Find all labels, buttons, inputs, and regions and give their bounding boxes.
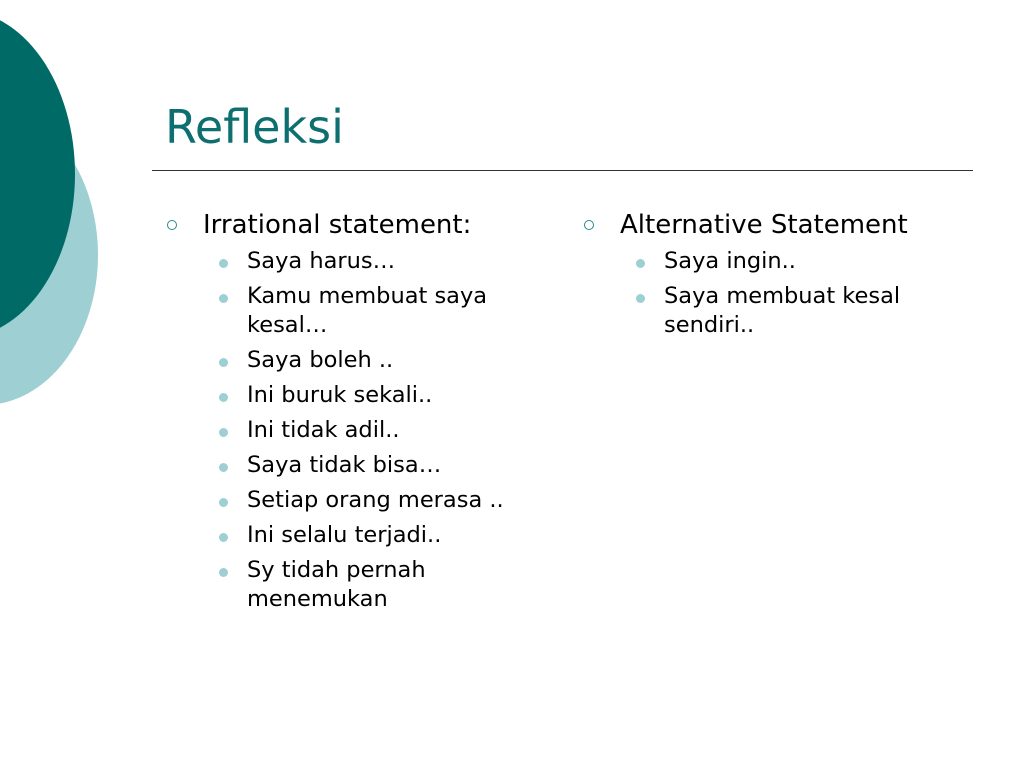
left-column <box>165 207 550 620</box>
right-column <box>582 207 982 346</box>
dot-bullet-icon <box>219 568 228 577</box>
dot-bullet-icon <box>219 393 228 402</box>
right-bullet-list <box>582 247 982 340</box>
right-column-heading <box>582 207 982 243</box>
dot-bullet-icon <box>219 358 228 367</box>
dot-bullet-icon <box>219 294 228 303</box>
list-item: Ini tidak adil.. <box>247 416 550 445</box>
dot-bullet-icon <box>219 533 228 542</box>
dot-bullet-icon <box>636 259 645 268</box>
ring-bullet-icon <box>584 220 594 230</box>
left-heading-text: Irrational statement: <box>203 210 472 240</box>
dot-bullet-icon <box>219 259 228 268</box>
left-bullet-list <box>165 247 550 614</box>
title-divider <box>152 170 973 171</box>
dot-bullet-icon <box>219 428 228 437</box>
list-item: Ini buruk sekali.. <box>247 381 550 410</box>
list-item: Kamu membuat saya kesal… <box>247 282 550 340</box>
list-item: Sy tidah pernah menemukan <box>247 556 550 614</box>
list-item: Setiap orang merasa .. <box>247 486 550 515</box>
list-item: Ini selalu terjadi.. <box>247 521 550 550</box>
ring-bullet-icon <box>167 220 177 230</box>
list-item: Saya ingin.. <box>664 247 982 276</box>
list-item: Saya membuat kesal sendiri.. <box>664 282 982 340</box>
list-item: Saya harus… <box>247 247 550 276</box>
dot-bullet-icon <box>219 498 228 507</box>
list-item: Saya boleh .. <box>247 346 550 375</box>
list-item: Saya tidak bisa… <box>247 451 550 480</box>
slide-title: Refleksi <box>165 100 344 154</box>
dot-bullet-icon <box>636 294 645 303</box>
right-heading-text: Alternative Statement <box>620 210 908 240</box>
dot-bullet-icon <box>219 463 228 472</box>
left-column-heading <box>165 207 550 243</box>
